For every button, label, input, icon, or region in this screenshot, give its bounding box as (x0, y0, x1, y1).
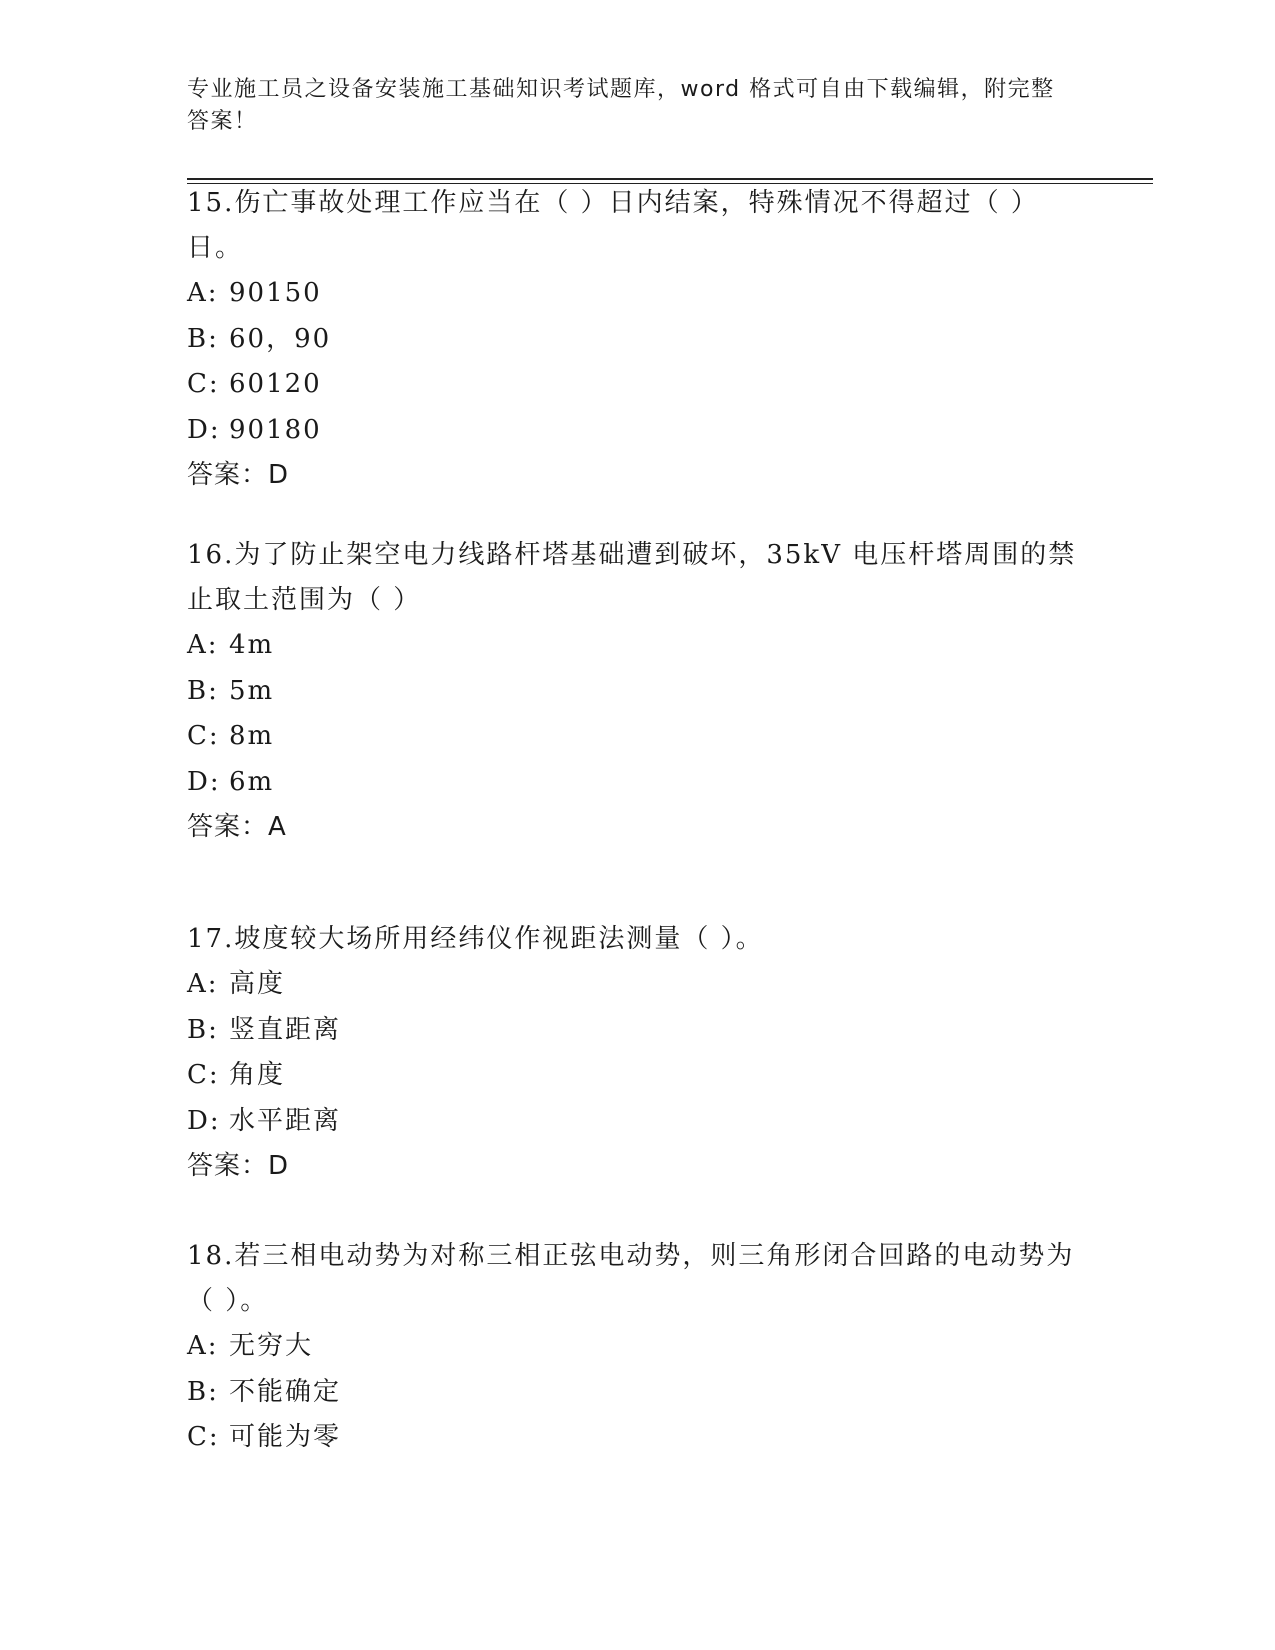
option-d (187, 1099, 1087, 1145)
option-text: 可能为零 (229, 1422, 342, 1452)
option-text: 无穷大 (229, 1331, 314, 1361)
option-label: C: (187, 1060, 220, 1090)
question-stem: 15.伤亡事故处理工作应当在（ ）日内结案，特殊情况不得超过（ ）日。 (187, 188, 1039, 263)
question-18 (187, 1234, 1087, 1461)
question-stem: 17.坡度较大场所用经纬仪作视距法测量（ ）。 (187, 924, 764, 954)
option-a (187, 962, 1087, 1008)
option-label: A: (187, 278, 219, 308)
option-label: D: (187, 414, 221, 445)
option-b (187, 669, 1087, 715)
option-label: C: (187, 369, 220, 399)
option-text: 4m (229, 630, 275, 660)
option-text: 6m (229, 766, 275, 797)
option-text: 8m (229, 721, 275, 751)
option-label: C: (187, 1422, 220, 1452)
option-label: A: (187, 969, 219, 999)
question-stem: 16.为了防止架空电力线路杆塔基础遭到破坏，35kV 电压杆塔周围的禁止取土范围为（ ） (187, 540, 1077, 615)
question-stem: 18.若三相电动势为对称三相正弦电动势，则三角形闭合回路的电动势为（ ）。 (187, 1241, 1075, 1316)
option-b (187, 1008, 1087, 1054)
option-label: A: (187, 1331, 219, 1361)
option-text: 60，90 (229, 323, 332, 354)
option-c (187, 1053, 1087, 1099)
option-label: D: (187, 766, 221, 797)
option-a (187, 1324, 1087, 1370)
option-text: 不能确定 (229, 1376, 342, 1407)
option-text: 60120 (229, 369, 322, 399)
option-d (187, 760, 1087, 806)
question-15 (187, 181, 1087, 497)
document-header: 专业施工员之设备安装施工基础知识考试题库，word 格式可自由下载编辑，附完整答案！ (187, 77, 1055, 134)
option-label: D: (187, 1105, 221, 1136)
option-c (187, 362, 1087, 408)
header-divider-thick (187, 178, 1153, 180)
option-c (187, 1415, 1087, 1461)
option-b (187, 1370, 1087, 1416)
option-text: 水平距离 (229, 1105, 342, 1136)
option-d (187, 408, 1087, 454)
option-text: 角度 (229, 1060, 286, 1090)
option-text: 高度 (229, 969, 286, 999)
option-label: C: (187, 721, 220, 751)
question-17 (187, 917, 1087, 1188)
answer: 答案：D (187, 460, 290, 490)
question-16 (187, 533, 1087, 849)
option-text: 竖直距离 (229, 1014, 342, 1045)
option-label: B: (187, 323, 219, 354)
option-text: 90150 (229, 278, 322, 308)
option-label: B: (187, 1014, 219, 1045)
option-a (187, 271, 1087, 317)
option-text: 5m (229, 675, 275, 706)
option-label: B: (187, 675, 219, 706)
option-a (187, 623, 1087, 669)
option-b (187, 317, 1087, 363)
option-label: B: (187, 1376, 219, 1407)
option-c (187, 714, 1087, 760)
option-text: 90180 (229, 414, 322, 445)
option-label: A: (187, 630, 219, 660)
answer: 答案：D (187, 1151, 290, 1181)
answer: 答案：A (187, 812, 287, 842)
